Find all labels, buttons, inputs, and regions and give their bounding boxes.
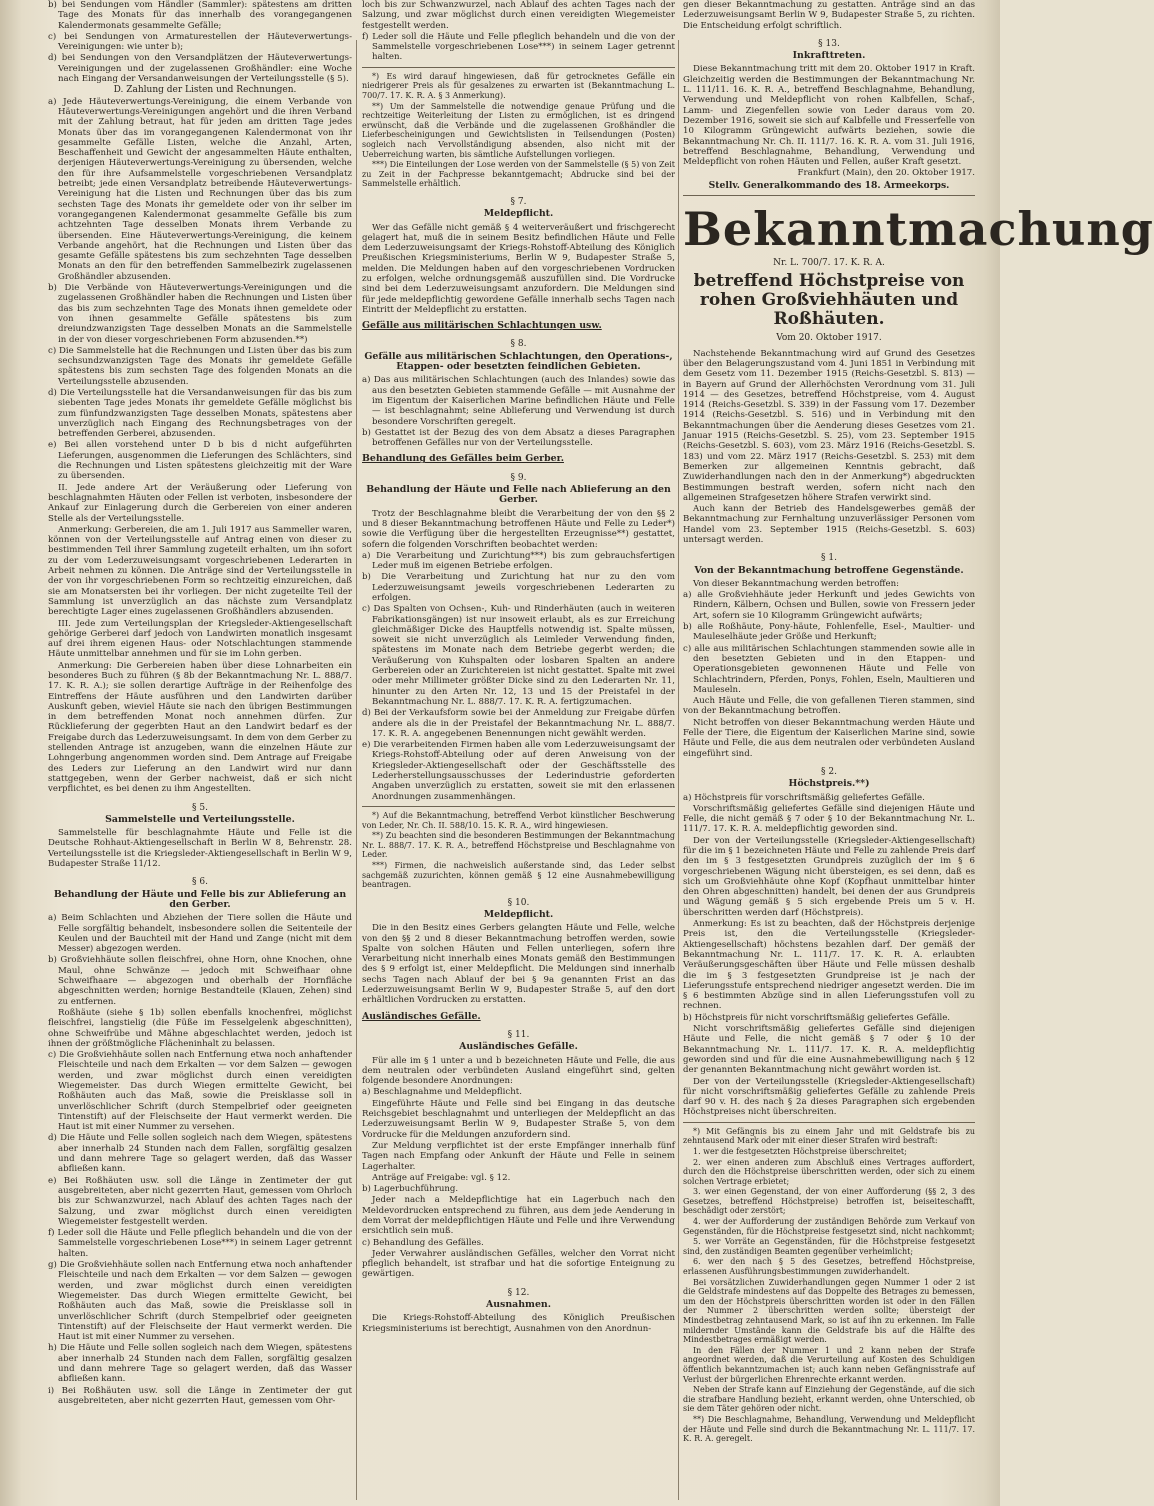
- paragraph: Zur Meldung verpflichtet ist der erste Empfänger innerhalb fünf Tagen nach Empfang oder Ankunft der Häute und Felle in seinem Lagerhalter.: [362, 1140, 675, 1172]
- paragraph: Anträge auf Freigabe: vgl. § 12.: [372, 1172, 511, 1183]
- signature: Stellv. Generalkommando des 18. Armeekorps.: [708, 179, 950, 191]
- paragraph: d) bei Sendungen von den Versandplätzen der Häuteverwertungs-Vereinigungen und der zugelassenen Großhändler: eine Woche nach Eingang der Versandanweisungen der Verteilungsstelle (§ 5).: [48, 53, 352, 85]
- column-1: [48, 0, 352, 1506]
- footnote: *) Mit Gefängnis bis zu einem Jahr und mit Geldstrafe bis zu zehntausend Mark oder mit einer dieser Strafen wird bestraft:: [683, 1126, 975, 1146]
- footnote: 3. wer einen Gegenstand, der von einer Aufforderung (§§ 2, 3 des Gesetzes, betreffend Höchstpreise) betroffen ist, beiseiteschafft, beschädigt oder zerstört;: [683, 1187, 975, 1216]
- paragraph: Die in den Besitz eines Gerbers gelangten Häute und Felle, welche von den §§ 2 und 8 dieser Bekanntmachung betroffen werden, sowie Spalte von solchen Häuten und Fellen unterliegen, sofern ihre Verarbeitung nicht innerhalb eines Monats gemäß den Bestimmungen des § 9 erfolgt ist, einer Meldepflicht. Die Meldungen sind innerhalb sechs Tagen nach Ablauf der bei § 9a genannten Frist an das Lederzuweisungsamt Berlin W 9, Budapester Straße 5, auf den dort erhältlichen Vordrucken zu erstatten.: [362, 923, 675, 1006]
- paragraph: Eingeführte Häute und Felle sind bei Eingang in das deutsche Reichsgebiet beschlagnahmt und unterliegen der Meldepflicht an das Lederzuweisungsamt Berlin W 9, Budapester Straße 5, von dem Vordrucke für die Meldungen anzufordern sind.: [362, 1098, 675, 1140]
- footnote: 5. wer Vorräte an Gegenständen, für die Höchstpreise festgesetzt sind, den zuständigen Beamten gegenüber verheimlicht;: [683, 1237, 975, 1256]
- footnote: **) Die Beschlagnahme, Behandlung, Verwendung und Meldepflicht der Häute und Felle sind durch die Bekanntmachung Nr. L. 111/7. 17. K. R. A. geregelt.: [683, 1414, 975, 1444]
- footnote: Bei vorsätzlichen Zuwiderhandlungen gegen Nummer 1 oder 2 ist die Geldstrafe mindestens auf das Doppelte des Betrages zu bemessen, um den der Höchstpreis überschritten worden ist oder in den Fällen der Nummer 2 überschritten werden sollte; übersteigt der Mindestbetrag zehntausend Mark, so ist auf ihn zu erkennen. Im Falle mildernder Umstände kann die Geldstrafe bis auf die Hälfte des Mindestbetrages ermäßigt werden.: [683, 1277, 975, 1345]
- footnote: 1. wer die festgesetzten Höchstpreise überschreitet;: [693, 1146, 907, 1156]
- column-rule: [678, 40, 679, 1500]
- paragraph: Vorschriftsmäßig geliefertes Gefälle sind diejenigen Häute und Felle, die nicht gemäß § 7 oder § 10 der Bekanntmachung Nr. L. 111/7. 17. K. R. A. meldepflichtig geworden sind.: [683, 803, 975, 835]
- paragraph: b) Die Verbände von Häuteverwertungs-Vereinigungen und die zugelassenen Großhändler haben die Rechnungen und Listen über das bis zum sechzehnten Tage des Monats ihnen gemeldete oder von ihnen gesammelte Gefälle spätestens bis zum dreiundzwanzigsten Tage desselben Monats an die Sammelstelle in der von dieser vorgeschriebenen Form abzusenden.**): [48, 283, 352, 345]
- paragraph: a) Beim Schlachten und Abziehen der Tiere sollen die Häute und Felle sorgfältig behandelt, insbesondere sollen die Seitenteile der Keulen und der Bauchteil mit der Hand und Zange (nicht mit dem Messer) abgezogen werden.: [48, 913, 352, 955]
- section-number: § 2.: [821, 766, 837, 777]
- paragraph: Für alle im § 1 unter a und b bezeichneten Häute und Felle, die aus dem neutralen oder verbündeten Ausland eingeführt sind, gelten folgende besondere Anordnungen:: [362, 1055, 675, 1087]
- section-title: Inkrafttreten.: [792, 50, 866, 62]
- section-number: § 7.: [510, 196, 527, 207]
- paragraph: f) Leder soll die Häute und Felle pfleglich behandeln und die von der Sammelstelle vorgeschriebenen Lose***) in seinem Lager getrennt halten.: [48, 1228, 352, 1259]
- paragraph: a) alle Großviehhäute jeder Herkunft und jedes Gewichts von Rindern, Kälbern, Ochsen und Bullen, sowie von Fressern jeder Art, sofern sie 10 Kilogramm Grüngewicht aufwärts;: [683, 590, 975, 621]
- paragraph: Nachstehende Bekanntmachung wird auf Grund des Gesetzes über den Belagerungszustand vom 4. Juni 1851 in Verbindung mit dem Gesetz vom 11. Dezember 1915 (Reichs-Gesetzbl. S. 813) — in Bayern auf Grund der Allerhöchsten Verordnung vom 31. Juli 1914 — des Gesetzes, betreffend Höchstpreise, vom 4. August 1914 (Reichs-Gesetzbl. S. 339) in der Fassung vom 17. Dezember 1914 (Reichs-Gesetzbl. S. 516) und in Verbindung mit den Bekanntmachungen über die Aenderung dieses Gesetzes vom 21. Januar 1915 (Reichs-Gesetzbl. S. 25), vom 23. September 1915 (Reichs-Gesetzbl. S. 603), vom 23. März 1916 (Reichs-Gesetzbl. S. 183) und vom 22. März 1917 (Reichs-Gesetzbl. S. 253) mit dem Bemerken zur allgemeinen Kenntnis gebracht, daß Zuwiderhandlungen nach den in der Anmerkung*) abgedruckten Bestimmungen bestraft werden, sofern nicht nach den allgemeinen Strafgesetzen höhere Strafen verwirkt sind.: [683, 348, 975, 503]
- divider: [362, 806, 675, 807]
- section-title: Ausnahmen.: [485, 1299, 552, 1311]
- divider: [683, 195, 975, 196]
- paragraph: e) Die verarbeitenden Firmen haben alle vom Lederzuweisungsamt der Kriegs-Rohstoff-Abteilung oder auf deren Anweisung von der Kriegsleder-Aktiengesellschaft oder der Geschäftsstelle des Lederherstellungsausschusses der Lederindustrie geforderten Angaben unverzüglich zu erstatten, soweit sie mit den erlassenen Anordnungen zusammenhängen.: [362, 740, 675, 802]
- section-number: § 11.: [507, 1029, 530, 1040]
- paragraph: e) Bei Roßhäuten usw. soll die Länge in Zentimeter der gut ausgebreiteten, aber nicht gezerrten Haut, gemessen vom Ohrloch bis zur Schwanzwurzel, nach Ablauf des achten Tages nach der Salzung, und zwar möglichst durch einen vereidigten Wiegemeister festgestellt werden.: [48, 1175, 352, 1227]
- section-number: § 6.: [192, 877, 208, 888]
- paragraph: Anmerkung: Die Gerbereien haben über diese Lohnarbeiten ein besonderes Buch zu führen (§ 8b der Bekanntmachung Nr. L. 888/7. 17. K. R. A.); sie sollen derartige Aufträge in der Reihenfolge des Eintreffens der Häute ausführen und den Landwirten darüber Auskunft geben, wieviel Häute sie nach den übrigen Bestimmungen in dem betreffenden Monat noch annehmen dürfen. Zur Rücklieferung der gegerbten Haut an den Landwirt bedarf es der Freigabe durch das Lederzuweisungsamt. In dem von dem Gerber zu stellenden Antrage ist anzugeben, wann die einzelnen Häute zur Lohngerbung angenommen worden sind. Dem Antrage auf Freigabe des Leders zur Lieferung an den Landwirt wird nur dann stattgegeben, wenn der Gerber nachweist, daß er sich nicht verpflichtet, es bei denen zu ihm Angestellten.: [48, 660, 352, 795]
- paragraph: h) Die Häute und Felle sollen sogleich nach dem Wiegen, spätestens aber innerhalb 24 Stunden nach dem Fallen, sorgfältig gesalzen und dann mehrere Tage so gelagert werden, daß das Wasser abfließen kann.: [48, 1343, 352, 1385]
- paragraph: Die Kriegs-Rohstoff-Abteilung des Königlich Preußischen Kriegsministeriums ist berechtigt, Ausnahmen von den Anordnun-: [362, 1313, 675, 1334]
- paragraph: g) Die Großviehhäute sollen nach Entfernung etwa noch anhaftender Fleischteile und nach dem Erkalten — vor dem Salzen — gewogen werden, und zwar möglichst durch einen vereidigten Wiegemeister. Das durch Wiegen ermittelte Gewicht, bei Roßhäuten auch das Maß, sowie die Preisklasse soll in unverlöschlicher Schrift (durch Stempelbrief oder geeigneten Tintenstift) auf der Fleischseite der Haut vermerkt werden. Die Haut ist mit einer Nummer zu versehen.: [48, 1260, 352, 1343]
- paragraph: Nicht betroffen von dieser Bekanntmachung werden Häute und Felle der Tiere, die Eigentum der Kaiserlichen Marine sind, sowie Häute und Felle, die aus dem neutralen oder verbündeten Ausland eingeführt sind.: [683, 717, 975, 759]
- section-number: § 5.: [192, 802, 208, 813]
- paragraph: b) Höchstpreis für nicht vorschriftsmäßig geliefertes Gefälle.: [683, 1012, 951, 1023]
- footnote: *) Auf die Bekanntmachung, betreffend Verbot künstlicher Beschwerung von Leder, Nr. Ch. II. 588/10. 15. K. R. A., wird hingewiesen.: [362, 810, 675, 830]
- paragraph: b) bei Sendungen vom Händler (Sammler): spätestens am dritten Tage des Monats für das innerhalb des vorangegangenen Kalendermonats gesammelte Gefälle;: [48, 0, 352, 31]
- section-title: Meldepflicht.: [483, 208, 554, 220]
- paragraph: Sammelstelle für beschlagnahmte Häute und Felle ist die Deutsche Rohhaut-Aktiengesellschaft in Berlin W 8, Behrenstr. 28. Verteilungsstelle ist die Kriegsleder-Aktiengesellschaft in Berlin W 9, Budapester Straße 11/12.: [48, 828, 352, 870]
- paragraph: Jeder nach a Meldepflichtige hat ein Lagerbuch nach den Meldevordrucken entsprechend zu führen, aus dem jede Aenderung in dem Vorrat der meldepflichtigen Häute und Felle und ihre Verwendung ersichtlich sein muß.: [362, 1195, 675, 1237]
- section-number: § 13.: [818, 38, 840, 49]
- section-title: Behandlung der Häute und Felle bis zur Ablieferung an den Gerber.: [53, 888, 347, 910]
- column-rule: [356, 40, 357, 1500]
- part-heading: Ausländisches Gefälle.: [362, 1010, 481, 1022]
- dateline: Frankfurt (Main), den 20. Oktober 1917.: [797, 168, 975, 179]
- paragraph: a) Beschlagnahme und Meldepflicht.: [362, 1087, 522, 1098]
- footnote: ***) Firmen, die nachweislich außerstande sind, das Leder selbst sachgemäß zuzurichten, können gemäß § 12 eine Ausnahmebewilligung beantragen.: [362, 860, 675, 890]
- paragraph: b) alle Roßhäute, Pony-häute, Fohlenfelle, Esel-, Maultier- und Mauleselhäute jeder Größe und Herkunft;: [683, 622, 975, 643]
- footnote: ***) Die Einteilungen der Lose werden von der Sammelstelle (§ 5) von Zeit zu Zeit in der Fachpresse bekanntgemacht; Abdrucke sind bei der Sammelstelle erhältlich.: [362, 160, 676, 189]
- paragraph: Der von der Verteilungsstelle (Kriegsleder-Aktiengesellschaft) für die im § 1 bezeichneten Häute und Felle zu zahlende Preis darf den im § 3 festgesetzten Grundpreis zuzüglich der im § 6 vorgeschriebenen Wägung nicht übersteigen, es sei denn, daß es sich um Großviehhäute ohne Kopf (Kopfhaut unmittelbar hinter den Ohren abgeschnitten) handelt, bei denen der aus Grundpreis und Wägung gemäß § 5 sich ergebende Preis um 5 v. H. überschritten werden darf (Höchstpreis).: [683, 835, 975, 918]
- section-number: § 12.: [507, 1287, 530, 1298]
- section-title: Höchstpreis.**): [788, 778, 870, 790]
- paragraph: gen dieser Bekanntmachung zu gestatten. Anträge sind an das Lederzuweisungsamt Berlin W 9, Budapester Straße 5, zu richten. Die Entscheidung erfolgt schriftlich.: [683, 0, 975, 31]
- paragraph: b) Gestattet ist der Bezug des von dem Absatz a dieses Paragraphen betroffenen Gefälles nur von der Verteilungsstelle.: [362, 427, 675, 449]
- paragraph: Wer das Gefälle nicht gemäß § 4 weiterveräußert und frischgerecht gelagert hat, muß die in seinem Besitz befindlichen Häute und Felle dem Lederzuweisungsamt der Kriegs-Rohstoff-Abteilung des Königlich Preußischen Kriegsministeriums, Berlin W 9, Budapester Straße 5, melden. Die Meldungen haben auf den vorgeschriebenen Vordrucken zu erfolgen, welche ordnungsgemäß auszufüllen sind. Die Vordrucke sind bei dem Lederzuweisungsamt anzufordern. Die Meldungen sind für jede meldepflichtig gewordene Gefälle innerhalb sechs Tagen nach Eintritt der Meldepflicht zu erstatten.: [362, 222, 675, 315]
- paragraph: Trotz der Beschlagnahme bleibt die Verarbeitung der von den §§ 2 und 8 dieser Bekanntmachung betroffenen Häute und Felle zu Leder*) sowie die Verfügung über die hergestellten Erzeugnisse**) gestattet, sofern die folgenden Vorschriften beobachtet werden:: [362, 508, 675, 550]
- section-title: Meldepflicht.: [483, 908, 554, 920]
- section-number: § 10.: [507, 897, 530, 908]
- paragraph: Roßhäute (siehe § 1b) sollen ebenfalls knochenfrei, möglichst fleischfrei, langstielig (die Füße im Fesselgelenk abgeschnitten), ohne Schweifrübe und Mähne abgeschlachtet werden, jedoch ist ihnen der größtmögliche Flächeninhalt zu belassen.: [48, 1007, 352, 1049]
- footnote: Neben der Strafe kann auf Einziehung der Gegenstände, auf die sich die strafbare Handlung bezieht, erkannt werden, ohne Unterschied, ob sie dem Täter gehören oder nicht.: [683, 1385, 975, 1414]
- paragraph: c) Die Sammelstelle hat die Rechnungen und Listen über das bis zum sechsundzwanzigsten Tage des Monats ihr gemeldete Gefälle spätestens bis zum sechsten Tage des folgenden Monats an die Verteilungsstelle abzusenden.: [48, 345, 352, 387]
- paragraph: b) Die Verarbeitung und Zurichtung hat nur zu den vom Lederzuweisungsamt jeweils vorgeschriebenen Lederarten zu erfolgen.: [362, 572, 675, 603]
- paragraph: Der von der Verteilungsstelle (Kriegsleder-Aktiengesellschaft) für nicht vorschriftsmäßig geliefertes Gefälle zu zahlende Preis darf 90 v. H. des nach § 2a dieses Paragraphen sich ergebenden Höchstpreises nicht überschreiten.: [683, 1076, 975, 1118]
- paragraph: e) Bei allen vorstehend unter D b bis d nicht aufgeführten Lieferungen, ausgenommen die Lieferungen des Schlächters, sind die Rechnungen und Listen spätestens gleichzeitig mit der Ware zu übersenden.: [48, 440, 352, 482]
- reference-number: Nr. L. 700/7. 17. K. R. A.: [773, 258, 885, 269]
- paragraph: c) alle aus militärischen Schlachtungen stammenden sowie alle in den besetzten Gebieten und in den Etappen- und Operationsgebieten gewonnenen Häute und Felle von Schlachtrindern, Pferden, Ponys, Fohlen, Eseln, Maultieren und Mauleseln.: [683, 643, 975, 695]
- paragraph: Jeder Verwahrer ausländischen Gefälles, welcher den Vorrat nicht pfleglich behandelt, ist strafbar und hat die sofortige Enteignung zu gewärtigen.: [362, 1248, 675, 1280]
- section-title: Gefälle aus militärischen Schlachtungen, den Operations-, Etappen- oder besetzten feindlichen Gebieten.: [364, 350, 673, 373]
- paragraph: f) Leder soll die Häute und Felle pfleglich behandeln und die von der Sammelstelle vorgeschriebenen Lose***) in seinem Lager getrennt halten.: [362, 31, 675, 63]
- paragraph: Anmerkung: Es ist zu beachten, daß der Höchstpreis derjenige Preis ist, den die Verteilungsstelle (Kriegsleder-Aktiengesellschaft) höchstens bezahlen darf. Der gemäß der Bekanntmachung Nr. L. 111/7. 17. K. R. A. erlaubten Veräußerungsgeschäften über Häute und Felle müssen deshalb die im § 3 festgesetzten Grundpreise ist je nach der Lieferungsstufe entsprechend niedriger angesetzt werden. Die im § 6 bestimmten Abzüge sind in allen Lieferungsstufen voll zu rechnen.: [683, 919, 975, 1012]
- footnote: **) Um der Sammelstelle die notwendige genaue Prüfung und die rechtzeitige Weiterleitung der Listen zu ermöglichen, ist es dringend erwünscht, daß die Verbände und die zugelassenen Großhändler die Lieferbescheinigungen und Gewichtslisten in Teilsendungen (Posten) sogleich nach Vervollständigung absenden, also nicht mit der Ueberreichung warten, bis sämtliche Aufstellungen vorliegen.: [362, 101, 675, 159]
- paragraph: Von dieser Bekanntmachung werden betroffen:: [693, 578, 900, 589]
- paragraph: Nicht vorschriftsmäßig geliefertes Gefälle sind diejenigen Häute und Felle, die nicht gemäß § 7 oder § 10 der Bekanntmachung Nr. L. 111/7. 17. K. R. A. meldepflichtig geworden sind und für die eine Ausnahmebewilligung nach § 12 der genannten Bekanntmachung nicht gewährt worden ist.: [683, 1024, 975, 1076]
- paragraph: d) Die Verteilungsstelle hat die Versandanweisungen für das bis zum siebenten Tage jedes Monats ihr gemeldete Gefälle möglichst bis zum fünfundzwanzigsten Tage desselben Monats, spätestens aber unverzüglich nach Eingang des Rechnungsbetrages von der betreffenden Gerberei, abzusenden.: [48, 387, 352, 440]
- part-heading: Behandlung des Gefälles beim Gerber.: [362, 453, 564, 465]
- paragraph: c) Die Großviehhäute sollen nach Entfernung etwa noch anhaftender Fleischteile und nach dem Erkalten — vor dem Salzen — gewogen werden, und zwar möglichst durch einen vereidigten Wiegemeister. Das durch Wiegen ermittelte Gewicht, bei Roßhäuten auch das Maß, sowie die Preisklasse soll in unverlöschlicher Schrift (durch Stempelbrief oder geeigneten Tintenstift) auf der Fleischseite der Haut vermerkt werden. Die Haut ist mit einer Nummer zu versehen.: [48, 1050, 352, 1133]
- paragraph: d) Bei der Verkaufsform sowie bei der Anmeldung zur Freigabe dürfen andere als die in der Preistafel der Bekanntmachung Nr. L. 888/7. 17. K. R. A. angegebenen Benennungen nicht gewählt werden.: [362, 708, 675, 739]
- footnote: **) Zu beachten sind die besonderen Bestimmungen der Bekanntmachung Nr. L. 888/7. 17. K. R. A., betreffend Höchstpreise und Beschlagnahme von Leder.: [362, 831, 675, 860]
- paragraph: a) Jede Häuteverwertungs-Vereinigung, die einem Verbande von Häuteverwertungs-Vereinigungen angehört und die ihren Verband mit der Zahlung betraut, hat für jeden am dritten Tage jedes Monats über das im vorangegangenen Kalendermonat von ihr gesammelte Gefälle Listen, welche die Anzahl, Arten, Beschaffenheit und Gewicht der angesammelten Häute enthalten, derjenigen Häuteverwertungs-Vereinigung zu übersenden, welche den für ihre Aufsammelstelle vorgeschriebenen Versandplatz betreibt; jede einen Versandplatz betreibende Häuteverwertungs-Vereinigung hat die Listen und Rechnungen über das bis zum sechsten Tage des Monats ihr gemeldete oder von ihr selber im vorangegangenen Kalendermonat gesammelte Gefälle bis zum achtzehnten Tage desselben Monats ihrem Verbande zu übersenden. Eine Häuteverwertungs-Vereinigung, die keinem Verbande angehört, hat die Rechnungen und Listen über das gesamte Gefälle spätestens bis zum sechzehnten Tage desselben Monats an den für den betreffenden Sammelbezirk zugelassenen Großhändler abzusenden.: [48, 96, 352, 282]
- paragraph: a) Das aus militärischen Schlachtungen (auch des Inlandes) sowie das aus den besetzten Gebieten stammende Gefälle — mit Ausnahme der im Eigentum der Kaiserlichen Marine befindlichen Häute und Felle — ist beschlagnahmt; seine Ablieferung und Verwendung ist durch besondere Vorschriften geregelt.: [362, 375, 675, 427]
- paragraph: Diese Bekanntmachung tritt mit dem 20. Oktober 1917 in Kraft. Gleichzeitig werden die Bestimmungen der Bekanntmachung Nr. L. 111/11. 16. K. R. A., betreffend Beschlagnahme, Behandlung, Verwendung und Meldepflicht von rohen Kalbfellen, Schaf-, Lamm- und Ziegenfellen sowie von Leder daraus vom 20. Dezember 1916, soweit sie sich auf Kalbfelle und Fresserfelle von 10 Kilogramm Grüngewicht aufwärts beziehen, sowie die Bekanntmachung Nr. Ch. II. 111/7. 16. K. R. A. vom 31. Juli 1916, betreffend Beschlagnahme, Behandlung, Verwendung und Meldepflicht von rohen Häuten und Fellen, außer Kraft gesetzt.: [683, 64, 975, 168]
- section-number: § 9.: [510, 472, 527, 483]
- footnote: In den Fällen der Nummer 1 und 2 kann neben der Strafe angeordnet werden, daß die Verurteilung auf Kosten des Schuldigen öffentlich bekanntzumachen ist; auch kann neben Gefängnisstrafe auf Verlust der bürgerlichen Ehrenrechte erkannt werden.: [683, 1345, 975, 1384]
- footnote: 4. wer der Aufforderung der zuständigen Behörde zum Verkauf von Gegenständen, für die Höchstpreise festgesetzt sind, nicht nachkommt;: [683, 1217, 975, 1236]
- column-3: [683, 0, 1154, 1506]
- paragraph: i) Bei Roßhäuten usw. soll die Länge in Zentimeter der gut ausgebreiteten, aber nicht gezerrten Haut, gemessen vom Ohr-: [48, 1385, 352, 1406]
- paragraph: b) Lagerbuchführung.: [362, 1184, 459, 1195]
- paragraph: d) Die Häute und Felle sollen sogleich nach dem Wiegen, spätestens aber innerhalb 24 Stunden nach dem Fallen, sorgfältig gesalzen und dann mehrere Tage so gelagert werden, daß das Wasser abfließen kann.: [48, 1133, 352, 1175]
- section-title: Sammelstelle und Verteilungsstelle.: [105, 813, 295, 825]
- section-number: § 1.: [821, 553, 837, 564]
- section-title: Behandlung der Häute und Felle nach Ablieferung an den Gerber.: [366, 484, 671, 506]
- section-title: Ausländisches Gefälle.: [459, 1041, 578, 1053]
- paragraph: a) Höchstpreis für vorschriftsmäßig geliefertes Gefälle.: [683, 792, 925, 803]
- announcement-date: Vom 20. Oktober 1917.: [776, 333, 882, 344]
- paragraph: c) Behandlung des Gefälles.: [362, 1237, 484, 1248]
- paragraph: loch bis zur Schwanzwurzel, nach Ablauf des achten Tages nach der Salzung, und zwar möglichst durch einen vereidigten Wiegemeister festgestellt werden.: [362, 0, 675, 31]
- paragraph: II. Jede andere Art der Veräußerung oder Lieferung von beschlagnahmten Häuten oder Fellen ist verboten, insbesondere der Ankauf zur Einlagerung durch die Gerbereien von einer anderen Stelle als der Verteilungsstelle.: [48, 482, 352, 524]
- paragraph: c) bei Sendungen von Armaturestellen der Häuteverwertungs-Vereinigungen: wie unter b);: [48, 31, 352, 53]
- section-number: § 8.: [510, 339, 527, 350]
- subsection-heading: D. Zahlung der Listen und Rechnungen.: [113, 85, 297, 96]
- footnote: 6. wer den nach § 5 des Gesetzes, betreffend Höchstpreise, erlassenen Ausführungsbestimmungen zuwiderhandelt.: [683, 1257, 975, 1277]
- announcement-title: Bekanntmachung: [683, 202, 1154, 257]
- paragraph: c) Das Spalten von Ochsen-, Kuh- und Rinderhäuten (auch in weiteren Fabrikationsgängen) ist nur insoweit erlaubt, als es zur Erreichung gleichmäßiger Dicke des Hauptfells notwendig ist. Spalte müssen, soweit sie nicht unverzüglich als Leimleder Verwendung finden, spätestens im Monate nach dem Betriebe gegerbt werden; die Veräußerung von Kuhspalten oder losbaren Spalten an andere Gerbereien oder an Zurichtereien ist nicht gestattet. Spalte mit zwei oder mehr Millimeter größter Dicke sind zu den Lederarten Nr. 11, hinunter zu den Arten Nr. 12, 13 und 15 der Preistafel in der Bekanntmachung Nr. L. 888/7. 17. K. R. A. fertigzumachen.: [362, 604, 675, 707]
- divider: [683, 1122, 975, 1123]
- paragraph: Auch Häute und Felle, die von gefallenen Tieren stammen, sind von der Bekanntmachung betroffen.: [683, 696, 975, 717]
- paragraph: b) Großviehhäute sollen fleischfrei, ohne Horn, ohne Knochen, ohne Maul, ohne Schwänze — jedoch mit Schweifhaar ohne Schweifhaare — abgezogen und oberhalb der Hornfläche abgeschnitten werden; hornige Bestandteile (Klauen, Zehen) sind zu entfernen.: [48, 955, 352, 1007]
- footnote: *) Es wird darauf hingewiesen, daß für getrocknetes Gefälle ein niedrigerer Preis als für gesalzenes zu erwarten ist (Bekanntmachung L. 700/7. 17. K. R. A. § 3 Anmerkung).: [362, 71, 675, 100]
- paragraph: Auch kann der Betrieb des Handelsgewerbes gemäß der Bekanntmachung zur Fernhaltung unzuverlässiger Personen vom Handel vom 23. September 1915 (Reichs-Gesetzbl. S. 603) untersagt werden.: [683, 504, 975, 545]
- section-title: Von der Bekanntmachung betroffene Gegenstände.: [694, 564, 964, 576]
- paragraph: a) Die Verarbeitung und Zurichtung***) bis zum gebrauchsfertigen Leder muß im eigenen Betriebe erfolgen.: [362, 550, 675, 572]
- paragraph: III. Jede zum Verteilungsplan der Kriegsleder-Aktiengesellschaft gehörige Gerberei darf jedoch von Landwirten monatlich insgesamt auf drei ihrem eigenen Haus- oder Notschlachtungen stammende Häute unmittelbar annehmen und für sie im Lohn gerben.: [48, 618, 352, 660]
- column-2: [362, 0, 675, 1506]
- footnote: 2. wer einen anderen zum Abschluß eines Vertrages auffordert, durch den die Höchstpreise überschritten werden, oder sich zu einem solchen Vertrage erbietet;: [683, 1157, 975, 1186]
- paragraph: Anmerkung: Gerbereien, die am 1. Juli 1917 aus Sammeller waren, können von der Verteilungsstelle auf Antrag einen von dieser zu bestimmenden Teil ihrer Sammlung zugeteilt erhalten, um ihn sofort zu der vom Lederzuweisungsamt vorgeschriebenen Lederarten in Arbeit nehmen zu können. Die Anträge sind der Verteilungsstelle in der von ihr vorgeschriebenen Form so rechtzeitig einzureichen, daß sie am Monatsersten bei ihr vorliegen. Der nicht zugeteilte Teil der Sammlung ist unverzüglich an das nächste zum Versandplatz berechtigte Lager eines zugelassenen Großhändlers abzusenden.: [48, 524, 352, 618]
- divider: [362, 67, 675, 68]
- part-heading: Gefälle aus militärischen Schlachtungen usw.: [362, 320, 602, 332]
- announcement-subtitle: betreffend Höchstpreise von rohen Großviehhäuten und Roßhäuten.: [693, 271, 965, 330]
